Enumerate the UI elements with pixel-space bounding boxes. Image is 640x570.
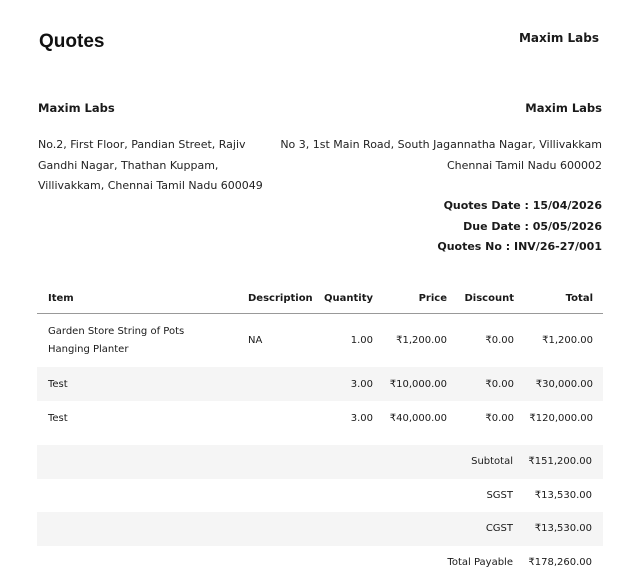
from-address-line: No.2, First Floor, Pandian Street, Rajiv [38, 138, 246, 151]
cell-total: ₹120,000.00 [529, 412, 593, 424]
to-address [262, 135, 602, 176]
cell-discount: ₹0.00 [485, 412, 514, 424]
company-name-header: Maxim Labs [518, 31, 599, 45]
summary-value: ₹178,260.00 [528, 556, 592, 568]
to-address-line: No 3, 1st Main Road, South Jagannatha Nagar, Villivakkam [280, 138, 602, 151]
cell-description: NA [248, 335, 263, 346]
summary-label: CGST [485, 523, 513, 535]
header-quantity: Quantity [324, 293, 373, 304]
summary-value: ₹13,530.00 [534, 523, 592, 535]
summary-label: SGST [486, 489, 513, 501]
summary-row-subtotal [37, 445, 603, 479]
summary-value: ₹13,530.00 [534, 489, 592, 501]
cell-quantity: 3.00 [350, 378, 373, 390]
cell-price: ₹1,200.00 [396, 335, 447, 346]
summary-row-sgst [37, 479, 603, 513]
summary-value: ₹151,200.00 [528, 456, 592, 468]
table-row [37, 401, 603, 435]
summary-label: Total Payable [447, 556, 513, 568]
cell-price: ₹40,000.00 [389, 412, 447, 424]
from-address [38, 135, 288, 197]
page-title: Quotes [39, 31, 105, 52]
header-description: Description [248, 293, 313, 304]
cell-item: Test [48, 412, 68, 424]
from-address-line: Gandhi Nagar, Thathan Kuppam, [38, 158, 219, 172]
cell-total: ₹1,200.00 [542, 335, 593, 346]
cell-total: ₹30,000.00 [535, 378, 593, 390]
due-date: Due Date : 05/05/2026 [463, 219, 602, 233]
header-item: Item [48, 293, 74, 304]
cell-discount: ₹0.00 [485, 335, 514, 346]
summary-row-total-payable [37, 546, 603, 570]
cell-quantity: 1.00 [350, 335, 373, 346]
header-price: Price [418, 293, 447, 304]
cell-discount: ₹0.00 [485, 378, 514, 390]
table-header [37, 284, 603, 314]
from-company-name: Maxim Labs [38, 101, 115, 115]
quote-meta [437, 196, 602, 258]
table-row [37, 314, 603, 367]
to-address-line: Chennai Tamil Nadu 600002 [446, 158, 602, 172]
quotes-date: Quotes Date : 15/04/2026 [443, 199, 602, 212]
summary-label: Subtotal [471, 456, 513, 468]
cell-price: ₹10,000.00 [389, 378, 447, 390]
cell-item: Garden Store String of Pots Hanging Planter [48, 326, 185, 355]
quotes-number: Quotes No : INV/26-27/001 [437, 240, 602, 253]
cell-quantity: 3.00 [350, 412, 373, 424]
cell-item: Test [48, 378, 68, 390]
summary-row-cgst [37, 512, 603, 546]
header-total: Total [565, 293, 593, 304]
line-items-table [37, 284, 603, 570]
header-discount: Discount [464, 293, 514, 304]
to-company-name: Maxim Labs [525, 101, 602, 115]
from-address-line: Villivakkam, Chennai Tamil Nadu 600049 [38, 179, 263, 192]
table-row [37, 367, 603, 401]
